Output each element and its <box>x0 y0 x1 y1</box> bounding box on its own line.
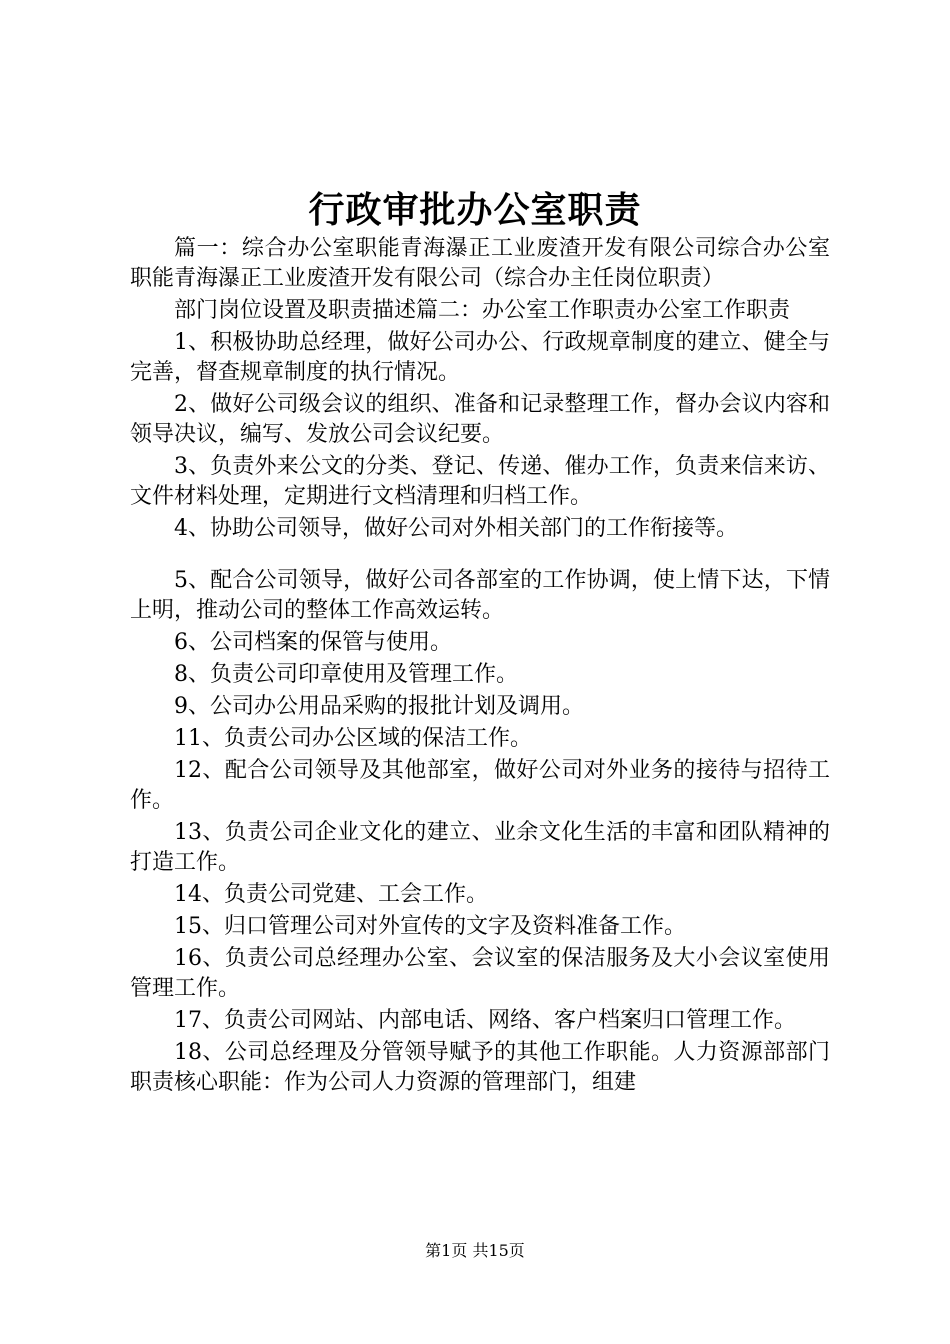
document-title: 行政审批办公室职责 <box>308 189 642 231</box>
paragraph: 3、负责外来公文的分类、登记、传递、催办工作，负责来信来访、文件材料处理，定期进行文档清理和归档工作。 <box>130 454 830 509</box>
paragraph: 13、负责公司企业文化的建立、业余文化生活的丰富和团队精神的打造工作。 <box>130 820 830 875</box>
paragraph: 6、公司档案的保管与使用。 <box>174 630 452 655</box>
paragraph: 篇一：综合办公室职能青海瀑正工业废渣开发有限公司综合办公室职能青海瀑正工业废渣开发有限公司（综合办主任岗位职责） <box>130 236 830 291</box>
page-number-footer: 第1页 共15页 <box>425 1241 525 1260</box>
paragraph: 11、负责公司办公区域的保洁工作。 <box>174 726 532 751</box>
paragraph: 17、负责公司网站、内部电话、网络、客户档案归口管理工作。 <box>174 1008 796 1033</box>
paragraph: 部门岗位设置及职责描述篇二：办公室工作职责办公室工作职责 <box>174 298 791 323</box>
paragraph: 9、公司办公用品采购的报批计划及调用。 <box>174 694 584 719</box>
paragraph: 5、配合公司领导，做好公司各部室的工作协调，使上情下达，下情上明，推动公司的整体工作高效运转。 <box>130 568 830 623</box>
paragraph: 15、归口管理公司对外宣传的文字及资料准备工作。 <box>174 914 686 939</box>
paragraph: 8、负责公司印章使用及管理工作。 <box>174 662 518 687</box>
paragraph: 4、协助公司领导，做好公司对外相关部门的工作衔接等。 <box>174 516 738 541</box>
paragraph: 12、配合公司领导及其他部室，做好公司对外业务的接待与招待工作。 <box>130 758 830 813</box>
paragraph: 1、积极协助总经理，做好公司办公、行政规章制度的建立、健全与完善，督查规章制度的执行情况。 <box>130 330 830 385</box>
paragraph: 16、负责公司总经理办公室、会议室的保洁服务及大小会议室使用管理工作。 <box>130 946 830 1001</box>
paragraph: 14、负责公司党建、工会工作。 <box>174 882 488 907</box>
paragraph: 18、公司总经理及分管领导赋予的其他工作职能。人力资源部部门职责核心职能：作为公司人力资源的管理部门，组建 <box>130 1040 830 1095</box>
document-body <box>130 234 830 1100</box>
paragraph: 2、做好公司级会议的组织、准备和记录整理工作，督办会议内容和领导决议，编写、发放公司会议纪要。 <box>130 392 830 447</box>
